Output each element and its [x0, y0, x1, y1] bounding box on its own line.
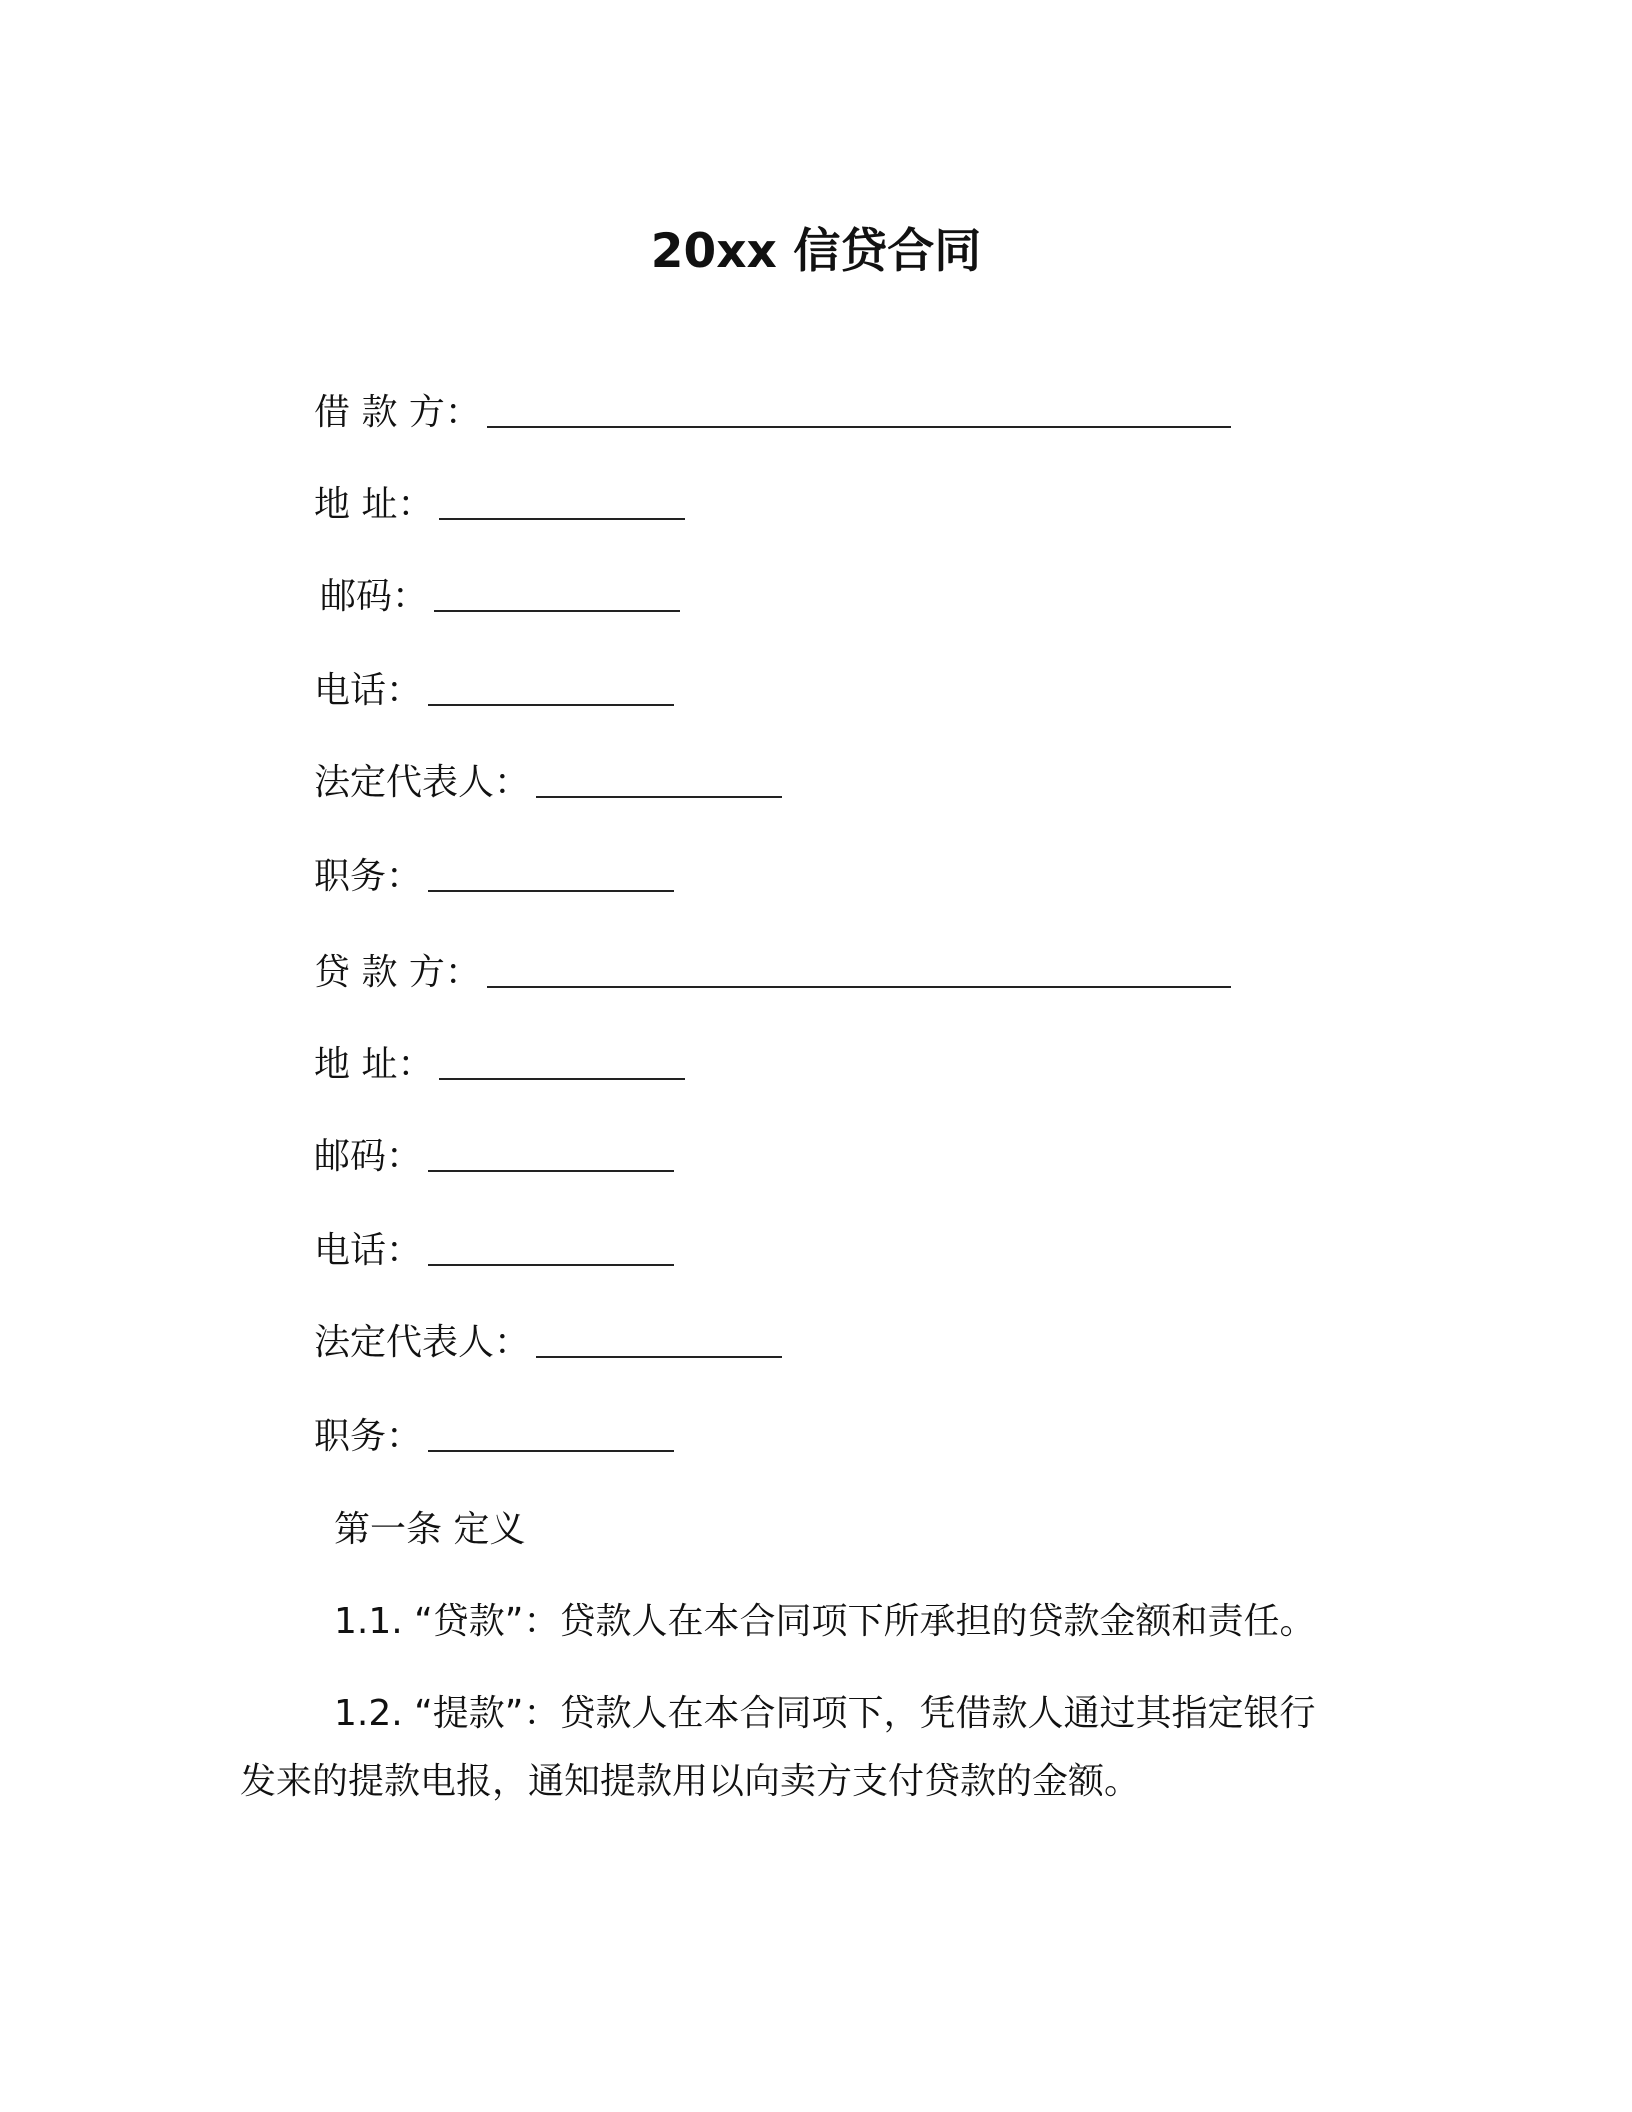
lender-legal-rep-blank[interactable] [536, 1322, 782, 1358]
clause-1-2-line-1: 1.2. “提款”：贷款人在本合同项下，凭借款人通过其指定银行 [334, 1693, 1316, 1734]
lender-phone-label: 电话： [314, 1230, 423, 1271]
lender-phone-field [314, 1226, 674, 1275]
lender-postcode-blank[interactable] [428, 1136, 674, 1172]
clause-1-2-line-2: 发来的提款电报，通知提款用以向卖方支付贷款的金额。 [240, 1761, 1141, 1802]
document-title: 20xx 信贷合同 [650, 224, 982, 279]
lender-phone-blank[interactable] [428, 1230, 674, 1266]
article-1-heading: 第一条 定义 [334, 1509, 526, 1550]
borrower-legal-rep-field [314, 758, 782, 807]
lender-legal-rep-field [314, 1318, 782, 1367]
clause-1-1: 1.1. “贷款”：贷款人在本合同项下所承担的贷款金额和责任。 [334, 1601, 1316, 1642]
borrower-party-field [314, 388, 1231, 437]
lender-party-blank[interactable] [487, 952, 1231, 988]
borrower-position-blank[interactable] [428, 856, 674, 892]
lender-postcode-field [314, 1132, 674, 1181]
borrower-phone-label: 电话： [314, 670, 423, 711]
borrower-postcode-field [320, 572, 680, 621]
lender-address-blank[interactable] [439, 1044, 685, 1080]
borrower-party-label: 借 款 方： [314, 392, 481, 433]
lender-party-label: 贷 款 方： [314, 952, 481, 993]
borrower-legal-rep-label: 法定代表人： [314, 762, 531, 803]
borrower-postcode-label: 邮码： [320, 576, 429, 617]
borrower-legal-rep-blank[interactable] [536, 762, 782, 798]
lender-party-field [314, 948, 1231, 997]
borrower-position-label: 职务： [314, 856, 423, 897]
lender-legal-rep-label: 法定代表人： [314, 1322, 531, 1363]
borrower-phone-blank[interactable] [428, 670, 674, 706]
lender-address-label: 地 址： [314, 1044, 434, 1085]
lender-position-label: 职务： [314, 1416, 423, 1457]
lender-postcode-label: 邮码： [314, 1136, 423, 1177]
borrower-position-field [314, 852, 674, 901]
borrower-address-label: 地 址： [314, 484, 434, 525]
lender-position-field [314, 1412, 674, 1461]
lender-address-field [314, 1040, 685, 1089]
borrower-address-blank[interactable] [439, 484, 685, 520]
borrower-phone-field [314, 666, 674, 715]
borrower-postcode-blank[interactable] [434, 576, 680, 612]
lender-position-blank[interactable] [428, 1416, 674, 1452]
borrower-party-blank[interactable] [487, 392, 1231, 428]
borrower-address-field [314, 480, 685, 529]
